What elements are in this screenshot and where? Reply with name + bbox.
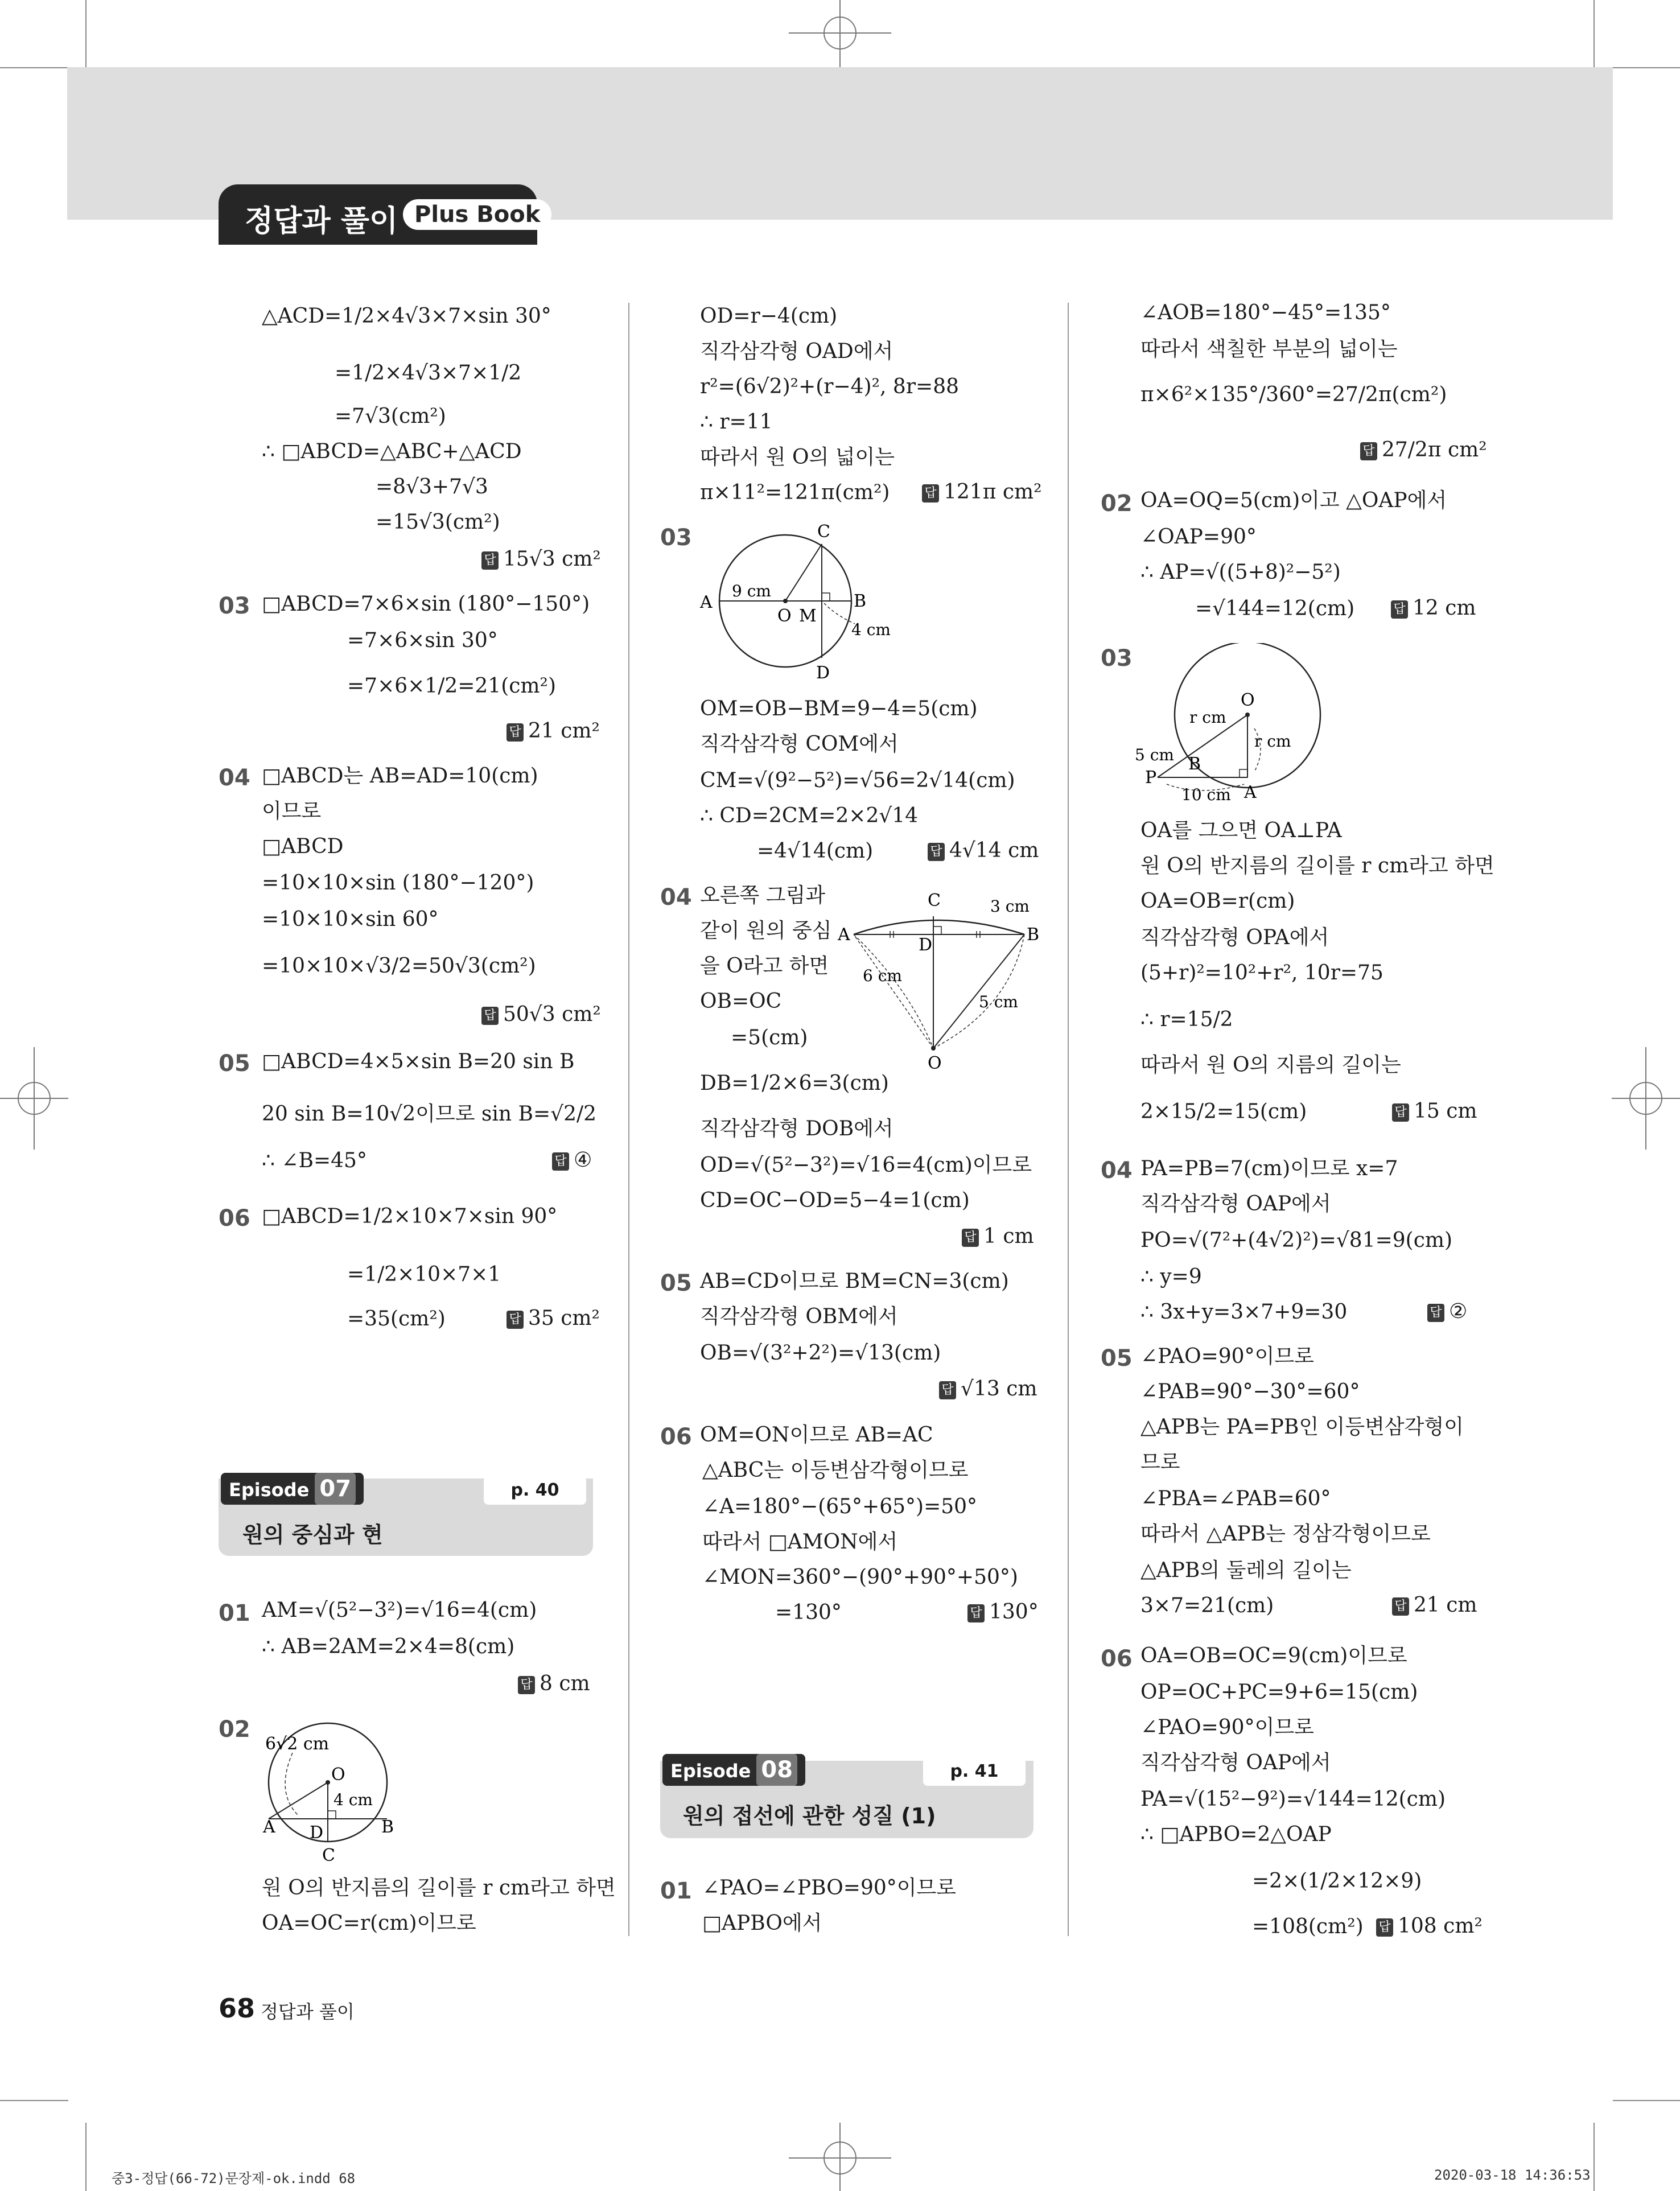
solution-line: ∠OAP=90° [1140, 525, 1257, 549]
print-slug-left: 중3-정답(66-72)문장제-ok.indd 68 [112, 2171, 356, 2186]
solution-line: □ABCD=4×5×sin B=20 sin B [262, 1050, 575, 1073]
solution-line: CM=√(9²−5²)=√56=2√14(cm) [700, 769, 1015, 792]
figure-label: 3 cm [990, 897, 1030, 916]
figure-arc-radius [833, 883, 1044, 1071]
solution-line: =10×10×sin 60° [262, 908, 439, 931]
problem-number: 04 [660, 884, 692, 911]
solution-line: =7×6×1/2=21(cm²) [347, 674, 557, 698]
answer: 답 15 cm [1392, 1099, 1477, 1123]
solution-line: OD=√(5²−3²)=√16=4(cm)이므로 [700, 1154, 1032, 1177]
episode-title: 원의 중심과 현 [242, 1522, 383, 1547]
figure-label: D [919, 935, 933, 955]
figure-label: B [381, 1817, 394, 1837]
solution-line: ∴ □ABCD=△ABC+△ACD [262, 440, 522, 463]
problem-number: 01 [660, 1878, 692, 1904]
answer: 답 8 cm [518, 1672, 590, 1695]
solution-line: 므로 [1140, 1451, 1180, 1474]
solution-line: π×6²×135°/360°=27/2π(cm²) [1140, 383, 1447, 406]
solution-line: OA=OB=r(cm) [1140, 889, 1295, 913]
figure-label: C [817, 522, 830, 542]
crop-mark [85, 0, 87, 68]
solution-line: ∠PAB=90°−30°=60° [1140, 1380, 1360, 1403]
solution-line: □ABCD [262, 835, 344, 858]
solution-line: r²=(6√2)²+(r−4)², 8r=88 [700, 375, 960, 398]
solution-line: □ABCD는 AB=AD=10(cm) [262, 764, 538, 788]
solution-line: PO=√(7²+(4√2)²)=√81=9(cm) [1140, 1229, 1453, 1252]
solution-line: ∠A=180°−(65°+65°)=50° [702, 1495, 978, 1518]
solution-line: π×11²=121π(cm²) [700, 481, 890, 504]
solution-line: 직각삼각형 OBM에서 [700, 1305, 898, 1328]
solution-line: 2×15/2=15(cm) [1140, 1100, 1307, 1123]
answer: 답 ④ [552, 1148, 592, 1172]
page-footer-label: 정답과 풀이 [261, 2001, 355, 2023]
figure-label: D [310, 1823, 324, 1843]
answer: 답 15√3 cm² [481, 547, 601, 571]
figure-label: 6√2 cm [265, 1734, 330, 1754]
solution-line: ∴ r=15/2 [1140, 1008, 1233, 1031]
solution-line: 같이 원의 중심 [700, 919, 832, 942]
solution-line: ∴ AB=2AM=2×4=8(cm) [262, 1635, 515, 1658]
solution-line: OA=OQ=5(cm)이고 △OAP에서 [1140, 489, 1447, 512]
solution-line: DB=1/2×6=3(cm) [700, 1072, 889, 1095]
figure-label: 6 cm [863, 966, 902, 985]
solution-line: △APB의 둘레의 길이는 [1140, 1559, 1352, 1582]
solution-line: =35(cm²) [347, 1307, 446, 1331]
solution-line: CD=OC−OD=5−4=1(cm) [700, 1189, 970, 1212]
solution-line: 직각삼각형 COM에서 [700, 732, 899, 756]
figure-label: 10 cm [1181, 785, 1231, 804]
problem-number: 04 [219, 765, 250, 791]
registration-mark-right [1612, 1024, 1680, 1172]
solution-line: =7√3(cm²) [335, 405, 446, 428]
answer: 답 108 cm² [1376, 1914, 1483, 1938]
answer: 답 4√14 cm [928, 839, 1039, 862]
solution-line: ∠PAO=90°이므로 [1140, 1345, 1314, 1368]
print-slug-right: 2020-03-18 14:36:53 [1434, 2167, 1591, 2183]
solution-line: ∴ CD=2CM=2×2√14 [700, 804, 919, 827]
answer: 답 √13 cm [939, 1377, 1037, 1401]
solution-line: OM=ON이므로 AB=AC [700, 1423, 933, 1447]
figure-label: 4 cm [851, 620, 891, 639]
solution-line: OM=OB−BM=9−4=5(cm) [700, 697, 978, 720]
figure-label: B [1027, 925, 1040, 945]
problem-number: 05 [660, 1270, 692, 1296]
crop-mark [1593, 2123, 1595, 2191]
solution-line: 원 O의 반지름의 길이를 r cm라고 하면 [1140, 854, 1494, 878]
figure-label: M [799, 606, 817, 626]
answer: 답 21 cm² [507, 719, 600, 743]
solution-line: =130° [775, 1601, 842, 1624]
solution-line: 원 O의 반지름의 길이를 r cm라고 하면 [262, 1876, 616, 1900]
figure-label: r cm [1254, 732, 1291, 751]
solution-line: ∴ y=9 [1140, 1265, 1202, 1288]
solution-line: ∠PAO=∠PBO=90°이므로 [702, 1876, 957, 1900]
column-divider [1068, 303, 1069, 1936]
solution-line: 을 O라고 하면 [700, 954, 829, 978]
solution-line: ∠PAO=90°이므로 [1140, 1716, 1314, 1739]
solution-line: =4√14(cm) [757, 839, 874, 863]
answer: 답 1 cm [962, 1225, 1034, 1248]
solution-line: 오른쪽 그림과 [700, 884, 826, 907]
solution-line: 직각삼각형 OAP에서 [1140, 1192, 1331, 1216]
solution-line: PA=√(15²−9²)=√144=12(cm) [1140, 1788, 1446, 1811]
page-number: 68 [219, 1993, 256, 2024]
solution-line: 3×7=21(cm) [1140, 1594, 1274, 1617]
figure-label: 9 cm [732, 582, 771, 600]
solution-line: 직각삼각형 OAD에서 [700, 340, 893, 363]
solution-line: △ABC는 이등변삼각형이므로 [702, 1459, 969, 1482]
solution-line: △APB는 PA=PB인 이등변삼각형이 [1140, 1415, 1464, 1439]
problem-number: 06 [660, 1424, 692, 1450]
problem-number: 03 [660, 525, 692, 551]
solution-line: 따라서 원 O의 지름의 길이는 [1140, 1053, 1401, 1077]
solution-line: 직각삼각형 OPA에서 [1140, 926, 1329, 949]
solution-line: =5(cm) [731, 1026, 808, 1049]
figure-label: B [1188, 754, 1201, 774]
figure-label: A [700, 592, 713, 612]
solution-line: □APBO에서 [702, 1912, 822, 1935]
figure-tangent-circle [1133, 643, 1337, 808]
crop-mark [0, 2100, 68, 2101]
answer: 답 27/2π cm² [1360, 438, 1487, 462]
registration-mark-bottom [766, 2123, 914, 2191]
problem-number: 06 [1101, 1646, 1133, 1672]
problem-number: 03 [219, 593, 250, 619]
episode-number: 08 [756, 1754, 797, 1786]
registration-mark-top [766, 0, 914, 68]
solution-line: ∴ 3x+y=3×7+9=30 [1140, 1300, 1348, 1324]
solution-line: 이므로 [262, 800, 322, 823]
solution-line: OP=OC+PC=9+6=15(cm) [1140, 1681, 1418, 1704]
solution-line: =2×(1/2×12×9) [1252, 1869, 1422, 1893]
crop-mark [85, 2123, 87, 2191]
solution-line: △ACD=1/2×4√3×7×sin 30° [262, 304, 551, 328]
solution-line: □ABCD=7×6×sin (180°−150°) [262, 592, 590, 616]
answer: 답 121π cm² [922, 480, 1042, 504]
solution-line: =√144=12(cm) [1195, 597, 1355, 620]
solution-line: 따라서 원 O의 넓이는 [700, 446, 895, 469]
column-divider [628, 303, 629, 1936]
solution-line: 따라서 △APB는 정삼각형이므로 [1140, 1522, 1431, 1546]
figure-label: O [928, 1053, 942, 1071]
figure-label: P [1145, 768, 1157, 788]
solution-line: ∴ ∠B=45° [262, 1149, 367, 1172]
solution-line: =1/2×10×7×1 [347, 1263, 501, 1286]
solution-line: 직각삼각형 DOB에서 [700, 1117, 893, 1140]
solution-line: OD=r−4(cm) [700, 304, 838, 328]
solution-line: OA=OC=r(cm)이므로 [262, 1912, 476, 1935]
figure-label: O [331, 1765, 345, 1785]
solution-line: OB=OC [700, 990, 782, 1013]
answer: 답 ② [1427, 1300, 1467, 1323]
episode-label: Episode [670, 1760, 751, 1782]
page-title: 정답과 풀이 [245, 204, 398, 238]
solution-line: ∴ r=11 [700, 410, 773, 434]
crop-mark [1613, 2100, 1680, 2101]
solution-line: OA를 그으면 OA⊥PA [1140, 819, 1342, 842]
episode-page: p. 41 [923, 1757, 1026, 1786]
episode-tag [662, 1754, 805, 1786]
solution-line: =1/2×4√3×7×1/2 [335, 361, 522, 385]
answer: 답 21 cm [1392, 1593, 1477, 1617]
figure-label: r cm [1189, 708, 1226, 727]
solution-line: ∠AOB=180°−45°=135° [1140, 301, 1391, 324]
problem-number: 04 [1101, 1158, 1133, 1184]
solution-line: ∠PBA=∠PAB=60° [1140, 1487, 1331, 1510]
solution-line: AM=√(5²−3²)=√16=4(cm) [262, 1599, 537, 1622]
episode-label: Episode [229, 1479, 310, 1501]
answer: 답 130° [967, 1600, 1039, 1624]
solution-line: OB=√(3²+2²)=√13(cm) [700, 1341, 941, 1365]
answer: 답 12 cm [1391, 596, 1476, 620]
problem-number: 06 [219, 1205, 250, 1232]
figure-label: 4 cm [333, 1790, 373, 1809]
solution-line: 따라서 색칠한 부분의 넓이는 [1140, 337, 1398, 361]
plus-book-badge: Plus Book [403, 199, 551, 230]
solution-line: ∴ AP=√((5+8)²−5²) [1140, 561, 1341, 584]
solution-line: 직각삼각형 OAP에서 [1140, 1751, 1331, 1774]
episode-number: 07 [315, 1473, 356, 1505]
crop-mark [0, 67, 68, 68]
answer: 답 35 cm² [507, 1307, 600, 1330]
solution-line: AB=CD이므로 BM=CN=3(cm) [700, 1270, 1009, 1293]
solution-line: =8√3+7√3 [376, 475, 488, 499]
problem-number: 05 [1101, 1345, 1133, 1372]
episode-title: 원의 접선에 관한 성질 (1) [683, 1803, 936, 1828]
problem-number: 01 [219, 1600, 250, 1626]
crop-mark [1593, 0, 1595, 68]
solution-line: =7×6×sin 30° [347, 629, 498, 652]
problem-number: 03 [1101, 645, 1133, 672]
solution-line: =10×10×√3/2=50√3(cm²) [262, 954, 536, 978]
solution-line: (5+r)²=10²+r², 10r=75 [1140, 961, 1383, 985]
solution-line: ∴ □APBO=2△OAP [1140, 1823, 1332, 1846]
solution-line: 따라서 □AMON에서 [702, 1530, 898, 1554]
figure-label: A [263, 1817, 275, 1837]
figure-label: 5 cm [979, 992, 1018, 1011]
solution-line: □ABCD=1/2×10×7×sin 90° [262, 1205, 558, 1228]
figure-label: B [854, 591, 867, 611]
episode-page: p. 40 [484, 1476, 586, 1505]
crop-mark [1613, 67, 1680, 68]
figure-circle-chord-midpoint [693, 518, 909, 683]
figure-circle-chord [253, 1719, 412, 1867]
figure-label: D [816, 663, 830, 683]
figure-label: C [322, 1846, 335, 1865]
episode-tag [221, 1473, 364, 1505]
solution-line: =10×10×sin (180°−120°) [262, 871, 534, 895]
registration-mark-left [0, 1024, 68, 1172]
figure-label: C [928, 891, 941, 911]
figure-label: A [1244, 782, 1257, 802]
solution-line: =108(cm²) [1252, 1915, 1364, 1938]
figure-label: O [777, 606, 792, 626]
figure-label: A [838, 925, 850, 945]
solution-line: PA=PB=7(cm)이므로 x=7 [1140, 1157, 1398, 1180]
solution-line: ∠MON=360°−(90°+90°+50°) [702, 1566, 1018, 1589]
answer: 답 50√3 cm² [481, 1003, 601, 1026]
figure-label: 5 cm [1135, 746, 1174, 764]
solution-line: 20 sin B=10√2이므로 sin B=√2/2 [262, 1102, 597, 1126]
figure-label: O [1241, 690, 1255, 710]
problem-number: 05 [219, 1051, 250, 1077]
problem-number: 02 [1101, 491, 1133, 517]
solution-line: OA=OB=OC=9(cm)이므로 [1140, 1644, 1407, 1667]
problem-number: 02 [219, 1716, 250, 1743]
solution-line: =15√3(cm²) [376, 510, 500, 534]
